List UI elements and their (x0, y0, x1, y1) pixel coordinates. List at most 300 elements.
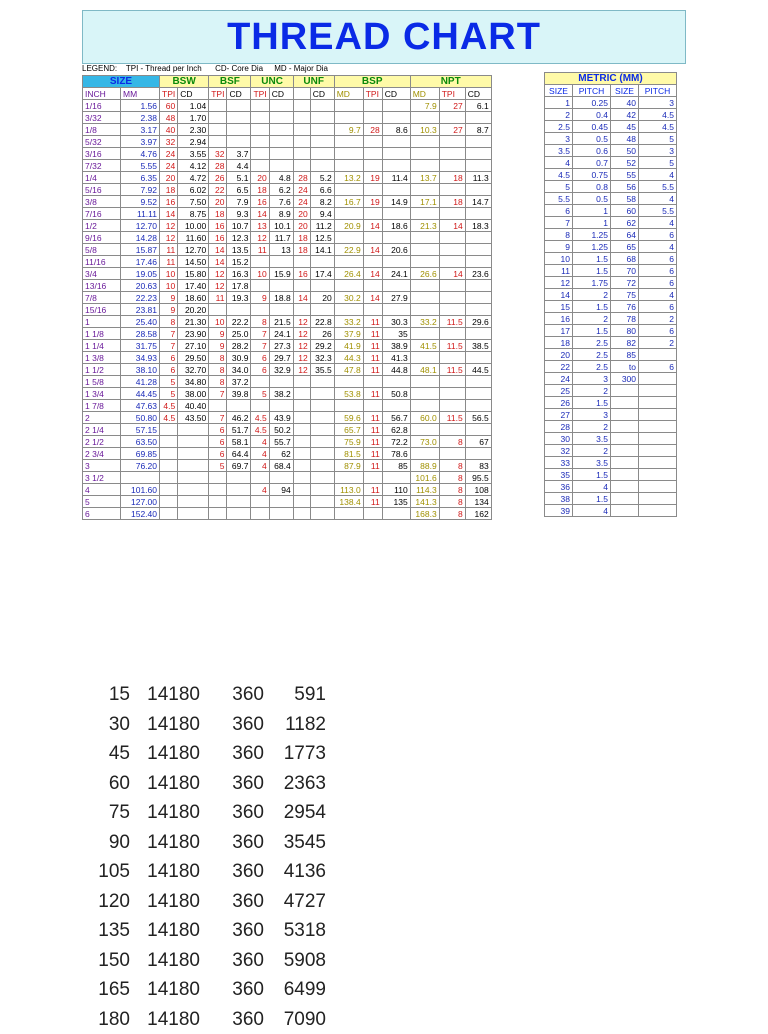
table-cell: 14 (160, 208, 178, 220)
table-cell: 34.80 (178, 376, 209, 388)
metric-cell: 6 (639, 229, 677, 241)
table-cell (465, 388, 491, 400)
table-cell: 44.5 (465, 364, 491, 376)
table-cell (465, 256, 491, 268)
table-cell: 72.2 (382, 436, 410, 448)
metric-cell: 1.5 (573, 397, 611, 409)
table-cell: 1 1/8 (83, 328, 121, 340)
legend-line: LEGEND: TPI - Thread per Inch CD- Core Dia MD - Major Dia (82, 64, 686, 75)
table-cell: 12 (293, 316, 310, 328)
metric-cell: 2.5 (573, 337, 611, 349)
number-value: 14180 (130, 710, 200, 740)
table-cell (269, 160, 293, 172)
table-cell: 6 (251, 352, 269, 364)
metric-cell: 78 (611, 313, 639, 325)
metric-cell: 2 (573, 313, 611, 325)
table-cell (310, 136, 334, 148)
table-cell: 1 3/4 (83, 388, 121, 400)
number-row (88, 798, 326, 828)
table-cell: 17.46 (121, 256, 160, 268)
table-cell (310, 376, 334, 388)
table-cell: 8 (160, 316, 178, 328)
table-cell (269, 400, 293, 412)
metric-cell: 3.5 (573, 457, 611, 469)
table-cell: 2 1/4 (83, 424, 121, 436)
table-cell: 57.15 (121, 424, 160, 436)
table-cell: 41.9 (334, 340, 363, 352)
table-cell: 37.9 (334, 328, 363, 340)
number-value: 591 (264, 680, 326, 710)
table-cell (293, 124, 310, 136)
number-value: 14180 (130, 769, 200, 799)
table-cell (160, 508, 178, 520)
table-cell: 40.40 (178, 400, 209, 412)
number-value: 360 (200, 1005, 264, 1034)
table-cell: 8.7 (465, 124, 491, 136)
table-cell: 23.81 (121, 304, 160, 316)
metric-cell: 17 (545, 325, 573, 337)
metric-cell: 6 (639, 253, 677, 265)
table-row (83, 400, 492, 412)
table-cell: 29.6 (465, 316, 491, 328)
table-cell: 75.9 (334, 436, 363, 448)
number-value: 15 (88, 680, 130, 710)
table-cell: 15/16 (83, 304, 121, 316)
metric-row (545, 373, 677, 385)
metric-cell: 27 (545, 409, 573, 421)
number-value: 4727 (264, 887, 326, 917)
table-cell: 14 (209, 244, 227, 256)
table-cell (310, 124, 334, 136)
table-cell: 15.2 (227, 256, 251, 268)
table-cell (251, 136, 269, 148)
metric-cell: 33 (545, 457, 573, 469)
table-cell (334, 160, 363, 172)
table-cell: 20 (293, 208, 310, 220)
table-cell (334, 472, 363, 484)
metric-cell: 45 (611, 121, 639, 133)
table-cell (363, 100, 382, 112)
number-value: 360 (200, 828, 264, 858)
table-cell: 32 (160, 136, 178, 148)
table-cell (410, 448, 439, 460)
table-cell: 27 (439, 100, 465, 112)
table-cell: 38.10 (121, 364, 160, 376)
table-cell: 73.0 (410, 436, 439, 448)
table-cell (382, 160, 410, 172)
metric-row (545, 205, 677, 217)
table-cell: 12.70 (121, 220, 160, 232)
metric-cell: 70 (611, 265, 639, 277)
table-cell (334, 100, 363, 112)
metric-cell: 4 (639, 169, 677, 181)
table-cell: 134 (465, 496, 491, 508)
number-value: 14180 (130, 739, 200, 769)
table-cell (439, 328, 465, 340)
table-cell: 7.9 (227, 196, 251, 208)
table-cell: 19.05 (121, 268, 160, 280)
table-cell: 9 (209, 328, 227, 340)
metric-cell: 24 (545, 373, 573, 385)
metric-cell (639, 457, 677, 469)
table-cell: 76.20 (121, 460, 160, 472)
table-cell: 50.2 (269, 424, 293, 436)
table-cell: 34.93 (121, 352, 160, 364)
metric-cell (639, 445, 677, 457)
metric-cell: 3 (573, 373, 611, 385)
table-row (83, 376, 492, 388)
column-header: TPI (160, 88, 178, 100)
table-cell: 17.40 (178, 280, 209, 292)
table-cell (439, 376, 465, 388)
table-cell: 1.56 (121, 100, 160, 112)
table-cell (410, 244, 439, 256)
metric-cell: 35 (545, 469, 573, 481)
table-cell (410, 184, 439, 196)
table-cell: 22.23 (121, 292, 160, 304)
metric-cell: 10 (545, 253, 573, 265)
table-cell (209, 496, 227, 508)
column-header: CD (227, 88, 251, 100)
table-cell (439, 304, 465, 316)
table-cell (465, 280, 491, 292)
table-cell (251, 376, 269, 388)
table-cell (269, 496, 293, 508)
metric-cell: 1.75 (573, 277, 611, 289)
number-value: 2954 (264, 798, 326, 828)
table-cell: 32.3 (310, 352, 334, 364)
table-cell: 11 (209, 292, 227, 304)
table-cell: 20 (160, 172, 178, 184)
table-cell (334, 232, 363, 244)
table-cell: 51.7 (227, 424, 251, 436)
number-value: 90 (88, 828, 130, 858)
table-cell (465, 352, 491, 364)
table-cell: 18 (293, 232, 310, 244)
metric-column-header: PITCH (639, 85, 677, 97)
table-cell (334, 304, 363, 316)
number-value: 1182 (264, 710, 326, 740)
table-cell: 4 (251, 484, 269, 496)
table-cell: 6.02 (178, 184, 209, 196)
table-cell (410, 292, 439, 304)
table-cell (410, 376, 439, 388)
table-cell: 11.3 (465, 172, 491, 184)
metric-cell: 2 (573, 421, 611, 433)
metric-row (545, 145, 677, 157)
table-cell: 1 1/2 (83, 364, 121, 376)
table-cell (334, 508, 363, 520)
table-cell (410, 352, 439, 364)
metric-row (545, 157, 677, 169)
table-cell: 28.58 (121, 328, 160, 340)
metric-header: METRIC (MM) (545, 73, 677, 85)
table-cell: 24.1 (269, 328, 293, 340)
table-cell: 9 (160, 304, 178, 316)
table-row (83, 340, 492, 352)
table-cell: 10.3 (410, 124, 439, 136)
table-cell: 9/16 (83, 232, 121, 244)
table-cell (209, 100, 227, 112)
column-header: CD (465, 88, 491, 100)
table-cell: 32 (209, 148, 227, 160)
table-cell (178, 508, 209, 520)
table-cell: 11.2 (310, 220, 334, 232)
table-cell: 8.2 (310, 196, 334, 208)
table-cell (227, 124, 251, 136)
table-cell (439, 244, 465, 256)
table-cell: 1/2 (83, 220, 121, 232)
table-cell (465, 160, 491, 172)
metric-cell: 16 (545, 313, 573, 325)
column-header: CD (269, 88, 293, 100)
table-cell: 3/8 (83, 196, 121, 208)
number-value: 150 (88, 946, 130, 976)
table-row (83, 232, 492, 244)
table-cell: 4.12 (178, 160, 209, 172)
table-cell: 32.70 (178, 364, 209, 376)
table-cell: 5.55 (121, 160, 160, 172)
table-cell: 3 (83, 460, 121, 472)
table-cell (410, 148, 439, 160)
table-cell: 4 (251, 436, 269, 448)
table-cell (251, 508, 269, 520)
table-cell: 14 (439, 268, 465, 280)
metric-cell: 0.7 (573, 157, 611, 169)
table-cell (310, 508, 334, 520)
table-cell: 8 (209, 376, 227, 388)
metric-cell: 11 (545, 265, 573, 277)
table-cell: 6.5 (227, 184, 251, 196)
table-cell (209, 124, 227, 136)
metric-cell (611, 433, 639, 445)
metric-cell: 39 (545, 505, 573, 517)
table-cell: 6.6 (310, 184, 334, 196)
group-header-npt: NPT (410, 76, 491, 88)
table-cell: 7.50 (178, 196, 209, 208)
table-row (83, 280, 492, 292)
table-cell: 50.8 (382, 388, 410, 400)
number-value: 14180 (130, 975, 200, 1005)
table-cell: 162 (465, 508, 491, 520)
table-cell: 10 (160, 268, 178, 280)
table-cell (465, 208, 491, 220)
table-cell: 2 (83, 412, 121, 424)
table-cell: 28 (363, 124, 382, 136)
table-cell: 7.9 (410, 100, 439, 112)
table-cell (293, 436, 310, 448)
table-cell: 83 (465, 460, 491, 472)
metric-row (545, 97, 677, 109)
table-cell: 5 (160, 388, 178, 400)
table-cell: 69.7 (227, 460, 251, 472)
number-value: 30 (88, 710, 130, 740)
table-cell: 7 (251, 340, 269, 352)
table-cell (293, 280, 310, 292)
metric-cell: 6 (639, 277, 677, 289)
metric-cell: 5 (545, 181, 573, 193)
table-cell: 78.6 (382, 448, 410, 460)
table-cell: 85 (382, 460, 410, 472)
table-cell: 9.4 (310, 208, 334, 220)
table-cell: 3.17 (121, 124, 160, 136)
number-value: 360 (200, 857, 264, 887)
table-cell (160, 472, 178, 484)
table-cell: 14 (363, 292, 382, 304)
table-cell (251, 280, 269, 292)
table-row (83, 448, 492, 460)
table-cell (310, 400, 334, 412)
table-cell: 31.75 (121, 340, 160, 352)
metric-row (545, 121, 677, 133)
table-cell (363, 232, 382, 244)
table-cell: 39.8 (227, 388, 251, 400)
metric-cell: 6 (639, 361, 677, 373)
metric-row (545, 169, 677, 181)
metric-cell: 4.5 (639, 109, 677, 121)
table-cell (160, 436, 178, 448)
table-row (83, 256, 492, 268)
table-cell: 30.3 (382, 316, 410, 328)
table-cell: 40 (160, 124, 178, 136)
table-cell (209, 484, 227, 496)
table-cell (363, 256, 382, 268)
table-cell (269, 148, 293, 160)
number-value: 360 (200, 798, 264, 828)
table-cell: 12 (160, 232, 178, 244)
table-cell: 6.1 (465, 100, 491, 112)
table-cell: 28 (293, 172, 310, 184)
table-cell: 4.5 (251, 412, 269, 424)
table-cell (310, 484, 334, 496)
table-cell (382, 400, 410, 412)
table-cell: 7.92 (121, 184, 160, 196)
table-cell: 3.7 (227, 148, 251, 160)
number-value: 1773 (264, 739, 326, 769)
table-cell: 14.1 (310, 244, 334, 256)
table-cell (227, 136, 251, 148)
table-cell: 4.8 (269, 172, 293, 184)
table-cell: 15.80 (178, 268, 209, 280)
table-cell (310, 256, 334, 268)
table-cell: 26 (209, 172, 227, 184)
metric-cell: 20 (545, 349, 573, 361)
metric-cell: 1.25 (573, 229, 611, 241)
metric-cell: 9 (545, 241, 573, 253)
table-cell: 11.60 (178, 232, 209, 244)
table-cell: 19.3 (227, 292, 251, 304)
table-cell: 11/16 (83, 256, 121, 268)
table-cell: 5.2 (310, 172, 334, 184)
metric-row (545, 193, 677, 205)
table-cell: 55.7 (269, 436, 293, 448)
table-cell (269, 508, 293, 520)
table-cell: 20 (209, 196, 227, 208)
table-cell: 18.8 (269, 292, 293, 304)
table-cell (439, 148, 465, 160)
table-cell: 1 3/8 (83, 352, 121, 364)
table-cell: 11 (363, 412, 382, 424)
table-cell: 4 (251, 448, 269, 460)
table-cell (160, 424, 178, 436)
metric-cell (639, 469, 677, 481)
table-cell (410, 232, 439, 244)
table-cell (465, 448, 491, 460)
table-cell (251, 112, 269, 124)
metric-cell: 2 (639, 337, 677, 349)
table-cell: 108 (465, 484, 491, 496)
table-cell: 11 (160, 256, 178, 268)
metric-cell: 4 (639, 289, 677, 301)
table-cell: 17.4 (310, 268, 334, 280)
table-cell: 21.5 (269, 316, 293, 328)
metric-cell (611, 421, 639, 433)
table-cell (363, 208, 382, 220)
table-cell: 7.6 (269, 196, 293, 208)
metric-cell: 2 (639, 313, 677, 325)
metric-cell (639, 481, 677, 493)
table-cell (121, 472, 160, 484)
table-cell: 43.9 (269, 412, 293, 424)
table-cell: 10 (160, 280, 178, 292)
table-cell: 24 (160, 148, 178, 160)
table-cell (465, 148, 491, 160)
table-cell (310, 436, 334, 448)
table-row (83, 472, 492, 484)
number-value: 75 (88, 798, 130, 828)
metric-cell: 76 (611, 301, 639, 313)
table-cell: 141.3 (410, 496, 439, 508)
number-value: 5318 (264, 916, 326, 946)
table-cell: 1 7/8 (83, 400, 121, 412)
table-cell: 8.9 (269, 208, 293, 220)
table-cell (410, 136, 439, 148)
table-cell (251, 472, 269, 484)
table-row (83, 244, 492, 256)
table-cell: 43.50 (178, 412, 209, 424)
table-cell (410, 160, 439, 172)
table-cell: 21.3 (410, 220, 439, 232)
column-header: MD (410, 88, 439, 100)
table-cell: 30.2 (334, 292, 363, 304)
table-cell: 22.9 (334, 244, 363, 256)
table-cell: 135 (382, 496, 410, 508)
table-cell: 27.9 (382, 292, 410, 304)
table-cell (209, 472, 227, 484)
table-cell: 5 (160, 376, 178, 388)
table-cell (293, 424, 310, 436)
table-cell (363, 280, 382, 292)
table-cell: 6 (83, 508, 121, 520)
metric-cell: 1.5 (573, 253, 611, 265)
table-cell: 14.28 (121, 232, 160, 244)
table-cell: 12 (293, 364, 310, 376)
table-cell: 1 (83, 316, 121, 328)
table-cell: 47.63 (121, 400, 160, 412)
table-cell (334, 400, 363, 412)
table-cell: 44.3 (334, 352, 363, 364)
table-cell: 15.87 (121, 244, 160, 256)
table-cell: 29.7 (269, 352, 293, 364)
number-row (88, 857, 326, 887)
table-cell: 11 (363, 496, 382, 508)
table-cell: 24.1 (382, 268, 410, 280)
metric-cell: 1.5 (573, 265, 611, 277)
table-cell (293, 448, 310, 460)
table-cell (382, 232, 410, 244)
metric-row (545, 505, 677, 517)
table-cell: 41.28 (121, 376, 160, 388)
